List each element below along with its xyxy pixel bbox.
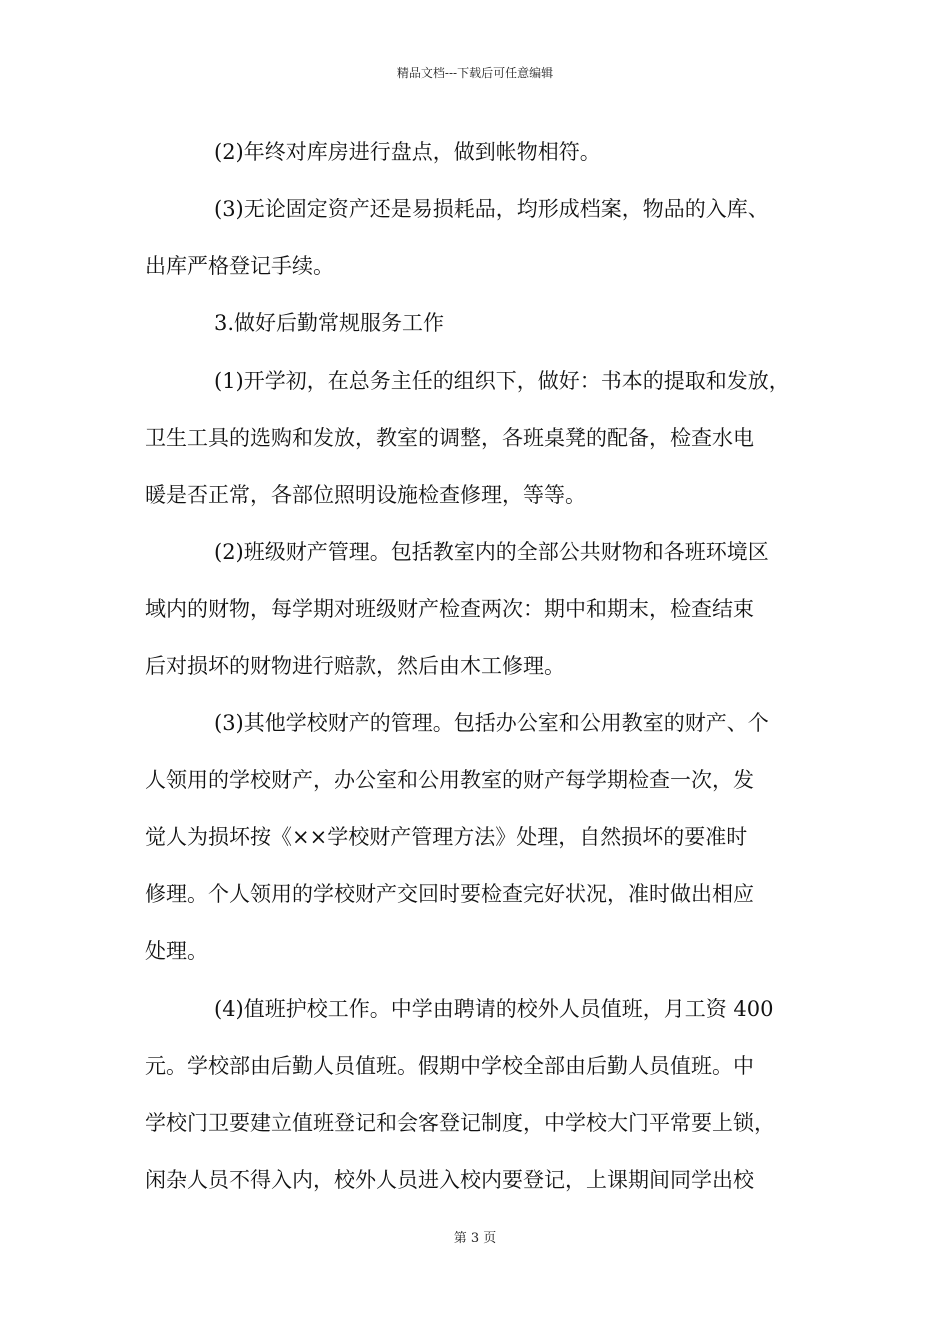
- body-line: 修理。个人领用的学校财产交回时要检查完好状况，准时做出相应: [145, 882, 754, 906]
- body-line: 闲杂人员不得入内，校外人员进入校内要登记，上课期间同学出校: [145, 1168, 754, 1192]
- body-line: 觉人为损坏按《××学校财产管理方法》处理，自然损坏的要准时: [145, 825, 748, 849]
- page-header: 精品文档---下载后可任意编辑: [396, 66, 554, 80]
- body-line: 出库严格登记手续。: [145, 254, 334, 278]
- body-line: (4)值班护校工作。中学由聘请的校外人员值班，月工资 400: [214, 997, 774, 1021]
- body-line: 学校门卫要建立值班登记和会客登记制度，中学校大门平常要上锁，: [145, 1111, 775, 1135]
- body-line: 暖是否正常，各部位照明设施检查修理，等等。: [145, 483, 586, 507]
- body-line: (3)其他学校财产的管理。包括办公室和公用教室的财产、个: [214, 711, 769, 735]
- body-line: (1)开学初，在总务主任的组织下，做好：书本的提取和发放，: [214, 369, 790, 393]
- body-line: 卫生工具的选购和发放，教室的调整，各班桌凳的配备，检查水电: [145, 426, 754, 450]
- body-line: (2)班级财产管理。包括教室内的全部公共财物和各班环境区: [214, 540, 769, 564]
- body-line: 域内的财物，每学期对班级财产检查两次：期中和期末，检查结束: [145, 597, 754, 621]
- body-line: (3)无论固定资产还是易损耗品，均形成档案，物品的入库、: [214, 197, 769, 221]
- page-number: 第 3 页: [453, 1231, 497, 1246]
- body-line: 后对损坏的财物进行赔款，然后由木工修理。: [145, 654, 565, 678]
- body-line: (2)年终对库房进行盘点，做到帐物相符。: [214, 140, 601, 164]
- section-heading: 3.做好后勤常规服务工作: [214, 311, 445, 335]
- body-line: 处理。: [145, 939, 208, 963]
- body-line: 人领用的学校财产，办公室和公用教室的财产每学期检查一次，发: [145, 768, 754, 792]
- body-line: 元。学校部由后勤人员值班。假期中学校全部由后勤人员值班。中: [145, 1054, 754, 1078]
